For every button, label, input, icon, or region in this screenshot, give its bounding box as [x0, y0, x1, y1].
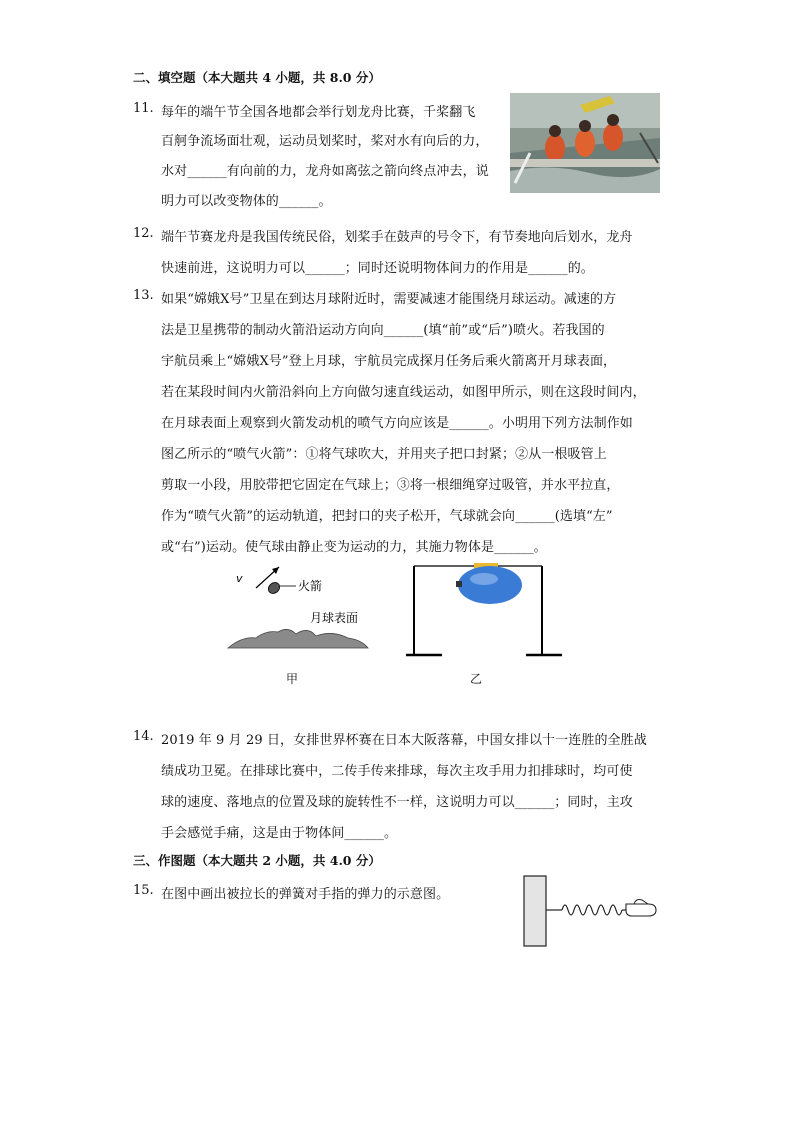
question-13-number: 13.	[133, 288, 154, 303]
q15-line-1: 在图中画出被拉长的弹簧对手指的弹力的示意图。	[161, 887, 450, 902]
velocity-label: v	[236, 572, 243, 585]
q13-line-4: 若在某段时间内火箭沿斜向上方向做匀速直线运动，如图甲所示，则在这段时间内，	[161, 385, 646, 400]
spring-icon	[562, 905, 622, 915]
dragon-boat-photo	[510, 93, 660, 193]
question-12-number: 12.	[133, 226, 154, 241]
figure-yi-balloon-rocket	[404, 560, 564, 662]
q13-line-8: 作为“喷气火箭”的运动轨道，把封口的夹子松开，气球就会向______(选填“左”	[161, 509, 613, 524]
q14-line-4: 手会感觉手痛，这是由于物体间______。	[161, 826, 398, 841]
section-3-header: 三、作图题（本大题共 2 小题，共 4.0 分）	[133, 853, 381, 868]
rocket-icon	[266, 580, 282, 595]
lunar-surface-shape	[228, 629, 368, 648]
clip-icon	[456, 581, 462, 587]
hand-finger-icon	[626, 904, 656, 916]
figure-yi-caption: 乙	[470, 672, 483, 686]
q13-line-2: 法是卫星携带的制动火箭沿运动方向向______(填“前”或“后”)喷火。若我国的	[161, 323, 605, 338]
q13-line-6: 图乙所示的“喷气火箭”：①将气球吹大，并用夹子把口封紧；②从一根吸管上	[161, 447, 607, 462]
question-11-number: 11.	[133, 101, 154, 116]
question-15-number: 15.	[133, 883, 154, 898]
q14-line-2: 绩成功卫冕。在排球比赛中，二传手传来排球，每次主攻手用力扣排球时，均可使	[161, 764, 633, 779]
q11-line-2: 百舸争流场面壮观，运动员划桨时，桨对水有向后的力，	[161, 134, 489, 149]
lunar-surface-label: 月球表面	[310, 611, 359, 625]
q14-line-1: 2019 年 9 月 29 日，女排世界杯赛在日本大阪落幕，中国女排以十一连胜的全胜战	[161, 733, 647, 748]
wall-block	[524, 876, 546, 946]
q13-line-9: 或“右”)运动。使气球由静止变为运动的力，其施力物体是______。	[161, 540, 547, 555]
q12-line-1: 端午节赛龙舟是我国传统民俗，划桨手在鼓声的号令下，有节奏地向后划水，龙舟	[161, 230, 633, 245]
q12-line-2: 快速前进，这说明力可以______；同时还说明物体间力的作用是______的。	[161, 261, 594, 276]
q13-line-5: 在月球表面上观察到火箭发动机的喷气方向应该是______。小明用下列方法制作如	[161, 416, 633, 431]
q11-line-3: 水对______有向前的力，龙舟如离弦之箭向终点冲去，说	[161, 164, 489, 179]
q14-line-3: 球的速度、落地点的位置及球的旋转性不一样，这说明力可以______；同时，主攻	[161, 795, 633, 810]
rocket-label: 火箭	[298, 579, 323, 593]
q13-line-3: 宇航员乘上“嫦娥X号”登上月球，宇航员完成探月任务后乘火箭离开月球表面，	[161, 354, 617, 369]
figure-jia-rocket-diagram	[222, 560, 372, 660]
figure-jia-caption: 甲	[286, 672, 299, 686]
q13-line-7: 剪取一小段，用胶带把它固定在气球上；③将一根细绳穿过吸管，并水平拉直，	[161, 478, 620, 493]
section-2-header: 二、填空题（本大题共 4 小题，共 8.0 分）	[133, 70, 381, 85]
q11-line-4: 明力可以改变物体的______。	[161, 194, 332, 209]
question-14-number: 14.	[133, 729, 154, 744]
q11-line-1: 每年的端午节全国各地都会举行划龙舟比赛，千桨翻飞	[161, 105, 476, 120]
spring-hand-diagram	[520, 874, 660, 948]
q13-line-1: 如果“嫦娥X号”卫星在到达月球附近时，需要减速才能围绕月球运动。减速的方	[161, 292, 617, 307]
balloon-icon	[458, 566, 522, 604]
